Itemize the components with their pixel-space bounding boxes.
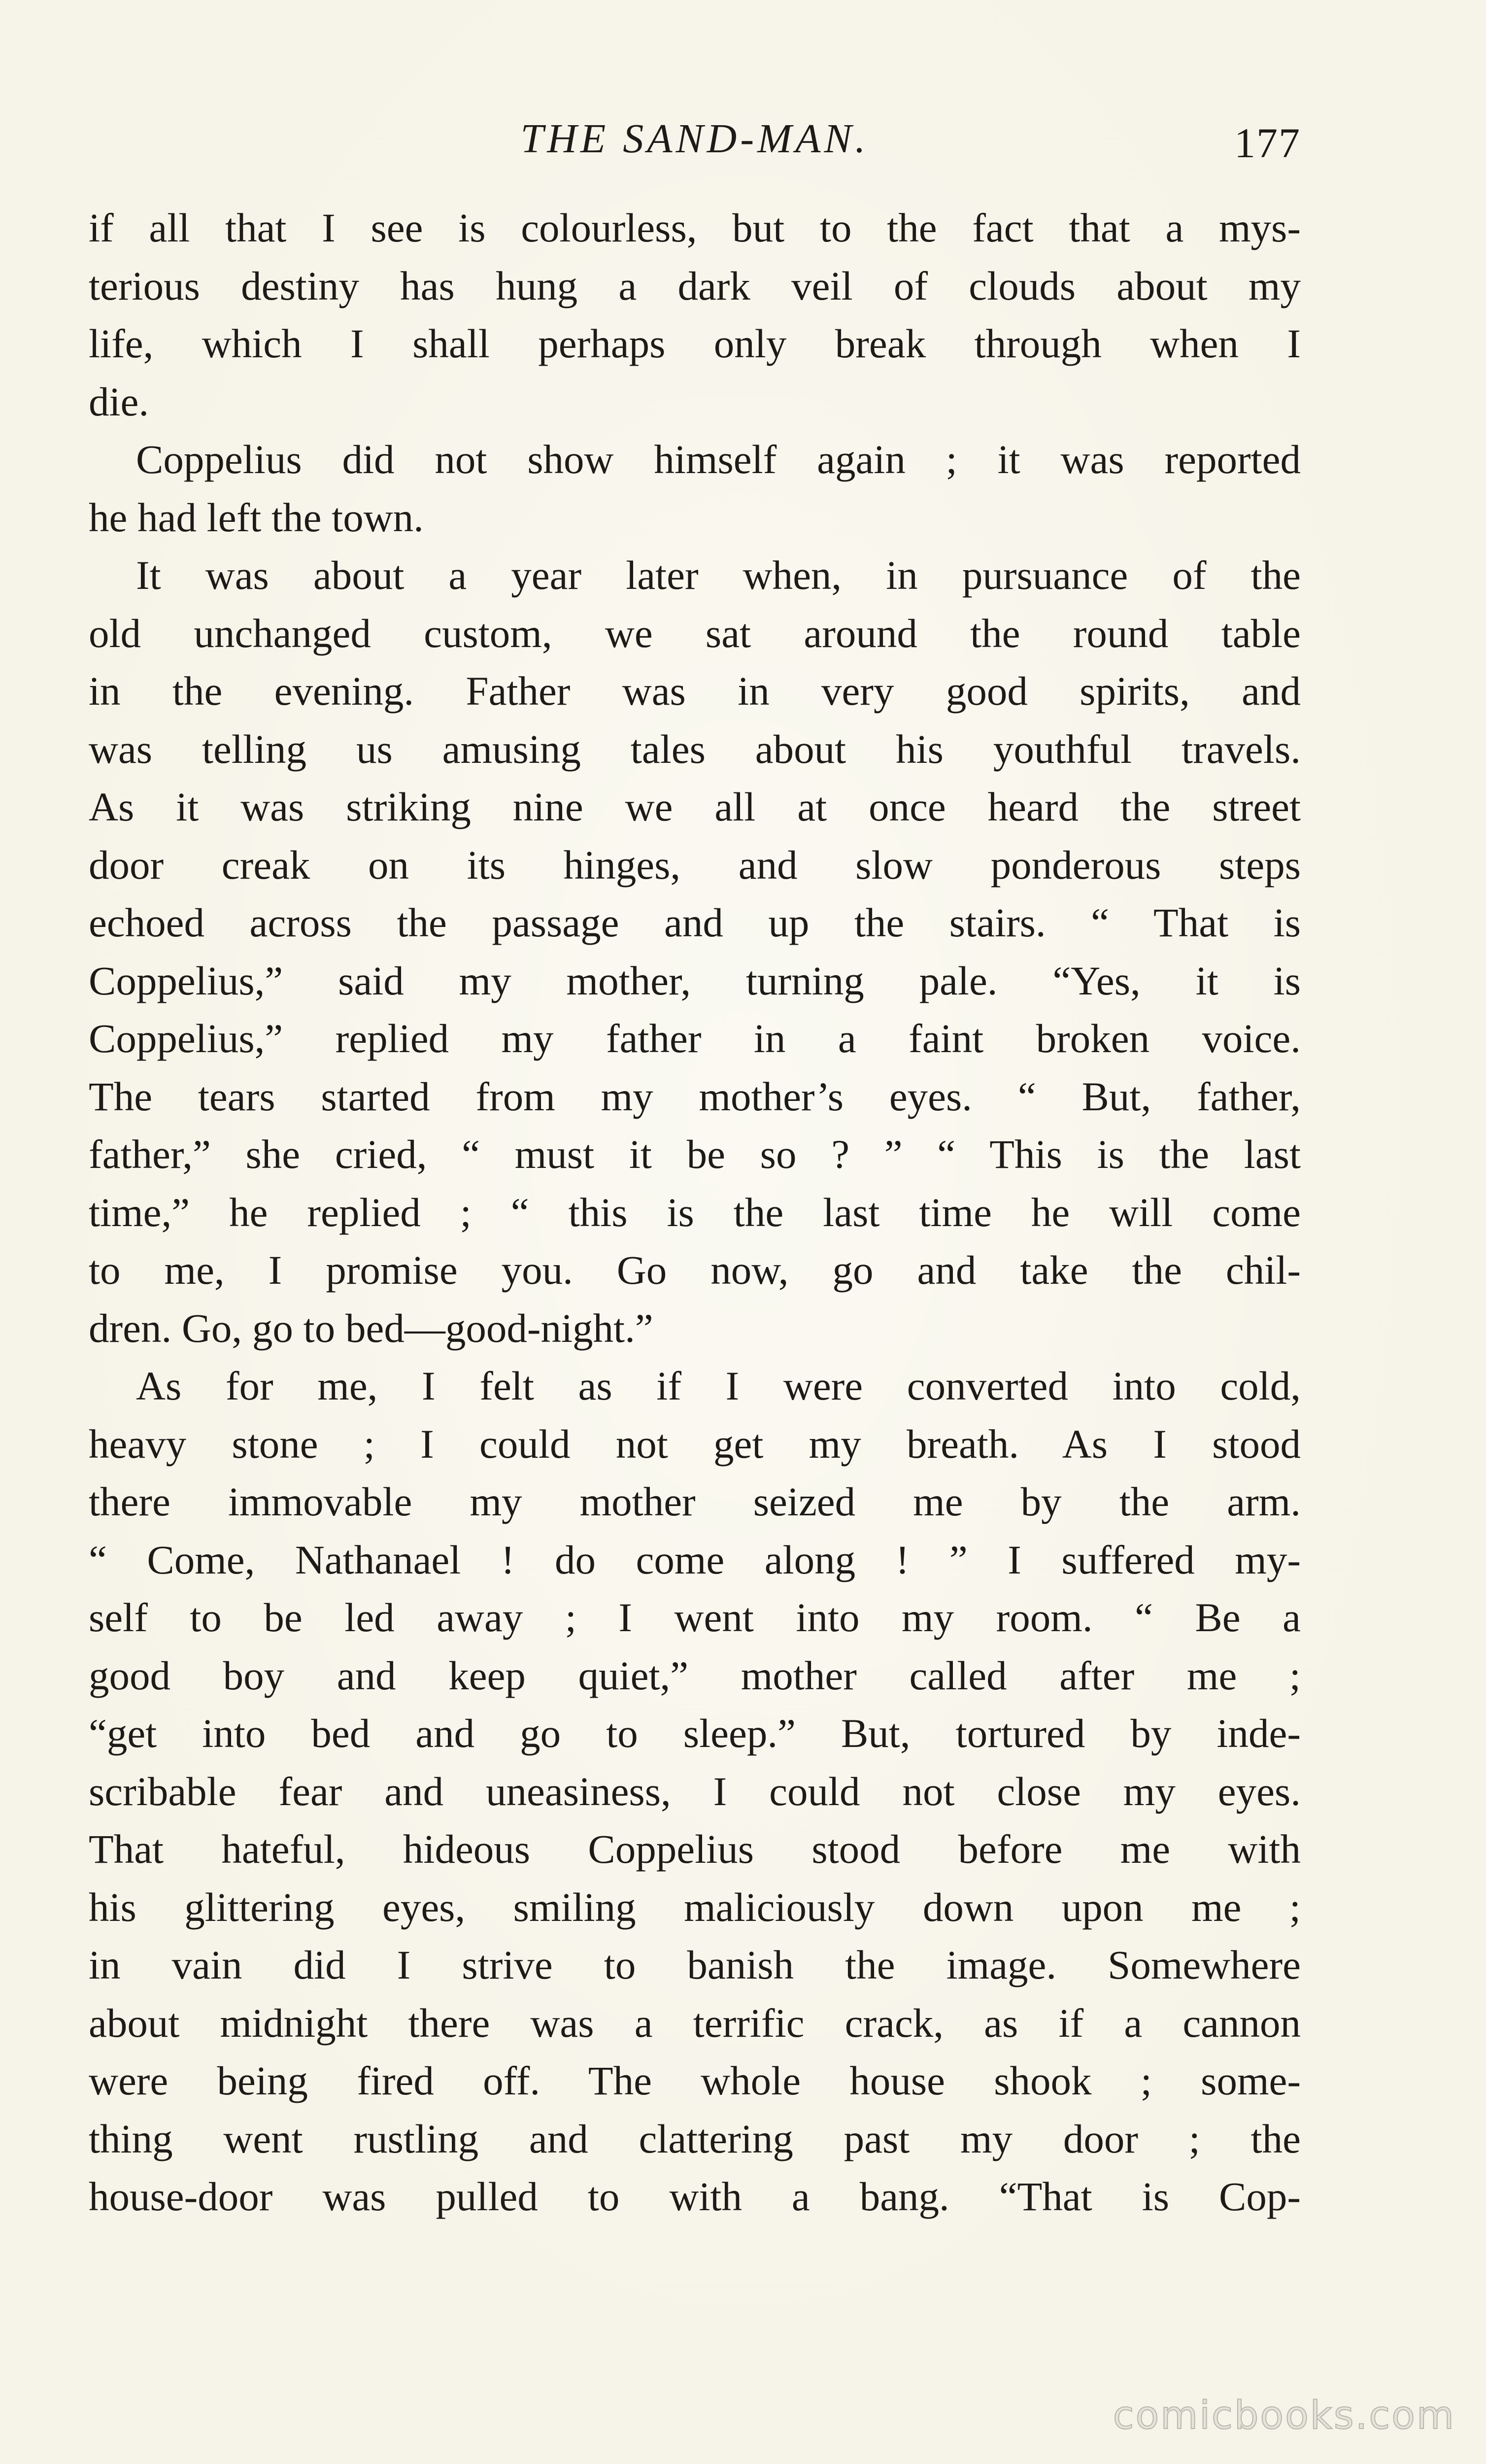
paragraph: [89, 431, 1301, 547]
text-line: As for me, I felt as if I were converted into cold,: [136, 1363, 1301, 1408]
paragraph: [89, 547, 1301, 1357]
page-header: [89, 109, 1301, 173]
page-number: 177: [1234, 119, 1301, 167]
text-line: echoed across the passage and up the stairs. “ That is: [89, 900, 1301, 945]
text-line: “ Come, Nathanael ! do come along ! ” I suffered my-: [89, 1537, 1301, 1582]
text-line: heavy stone ; I could not get my breath. As I stood: [89, 1421, 1301, 1467]
text-line: good boy and keep quiet,” mother called after me ;: [89, 1652, 1301, 1698]
paragraph: [89, 1357, 1301, 2226]
running-head: THE SAND-MAN.: [520, 116, 869, 162]
text-line: if all that I see is colourless, but to the fact that a mys-: [89, 205, 1301, 250]
text-line: life, which I shall perhaps only break through when I: [89, 321, 1301, 366]
text-line: thing went rustling and clattering past my door ; the: [89, 2116, 1301, 2161]
text-line: to me, I promise you. Go now, go and take the chil-: [89, 1247, 1301, 1293]
text-line: Coppelius,” said my mother, turning pale. “Yes, it is: [89, 958, 1301, 1003]
text-line: die.: [89, 378, 149, 424]
text-line: were being fired off. The whole house shook ; some-: [89, 2058, 1301, 2103]
text-line: self to be led away ; I went into my room. “ Be a: [89, 1595, 1301, 1640]
text-line: As it was striking nine we all at once heard the street: [89, 784, 1301, 829]
text-line: in vain did I strive to banish the image. Somewhere: [89, 1942, 1301, 1987]
text-line: was telling us amusing tales about his youthful travels.: [89, 726, 1301, 772]
text-line: The tears started from my mother’s eyes. “ But, father,: [89, 1073, 1301, 1119]
text-line: Coppelius did not show himself again ; it was reported: [136, 437, 1301, 482]
text-line: It was about a year later when, in pursuance of the: [136, 552, 1301, 598]
text-line: scribable fear and uneasiness, I could not close my eyes.: [89, 1768, 1301, 1814]
text-line: Coppelius,” replied my father in a faint broken voice.: [89, 1016, 1301, 1061]
watermark-text: comicbooks.com: [1113, 2394, 1455, 2438]
text-line: That hateful, hideous Coppelius stood before me with: [89, 1826, 1301, 1872]
text-line: house-door was pulled to with a bang. “That is Cop-: [89, 2174, 1301, 2219]
body-text: [89, 199, 1301, 2226]
text-line: terious destiny has hung a dark veil of clouds about my: [89, 263, 1301, 308]
text-line: his glittering eyes, smiling maliciously down upon me ;: [89, 1884, 1301, 1930]
text-line: “get into bed and go to sleep.” But, tortured by inde-: [89, 1711, 1301, 1756]
text-line: about midnight there was a terrific crack, as if a cannon: [89, 2000, 1301, 2046]
text-line: dren. Go, go to bed—good-night.”: [89, 1305, 653, 1351]
text-line: time,” he replied ; “ this is the last time he will come: [89, 1189, 1301, 1235]
paragraph: [89, 199, 1301, 431]
text-line: he had left the town.: [89, 494, 424, 540]
text-line: door creak on its hinges, and slow ponderous steps: [89, 842, 1301, 888]
text-line: father,” she cried, “ must it be so ? ” “ This is the last: [89, 1131, 1301, 1177]
text-line: in the evening. Father was in very good spirits, and: [89, 668, 1301, 714]
text-line: old unchanged custom, we sat around the round table: [89, 610, 1301, 656]
text-line: there immovable my mother seized me by the arm.: [89, 1479, 1301, 1524]
